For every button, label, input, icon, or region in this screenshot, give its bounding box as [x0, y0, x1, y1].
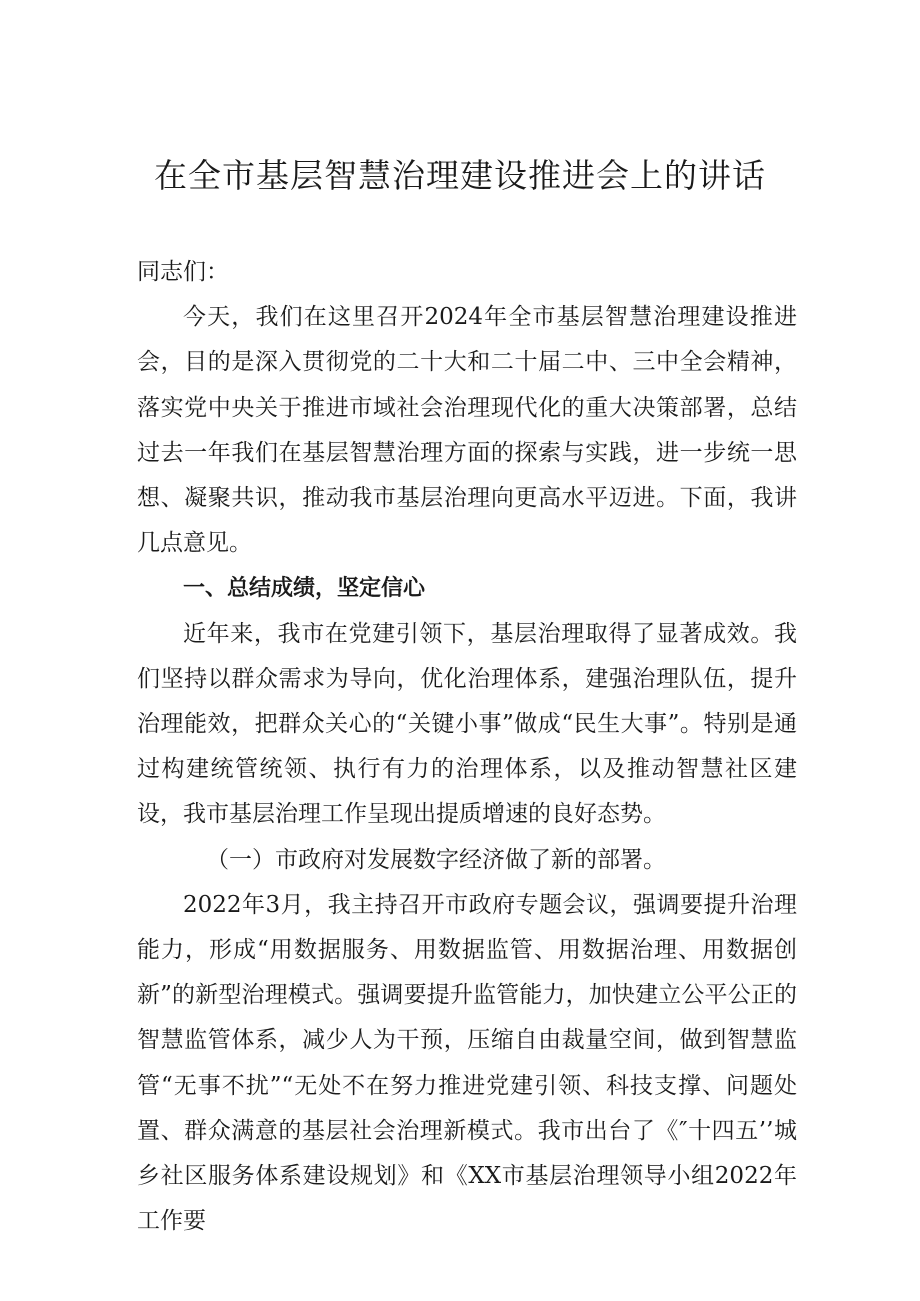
document-body: [137, 250, 797, 1244]
intro-paragraph: 今天，我们在这里召开2024年全市基层智慧治理建设推进会，目的是深入贯彻党的二十大和二十届二中、三中全会精神，落实党中央关于推进市域社会治理现代化的重大决策部署，总结过去一年我们在基层智慧治理方面的探索与实践，进一步统一思想、凝聚共识，推动我市基层治理向更高水平迈进。下面，我讲几点意见。: [137, 304, 797, 557]
subsection-1-paragraph: 2022年3月，我主持召开市政府专题会议，强调要提升治理能力，形成“用数据服务、用数据监管、用数据治理、用数据创新”的新型治理模式。强调要提升监管能力，加快建立公平公正的智慧监管体系，减少人为干预，压缩自由裁量空间，做到智慧监管“无事不扰”“无处不在努力推进党建引领、科技支撑、问题处置、群众满意的基层社会治理新模式。我市出台了《″十四五’’城乡社区服务体系建设规划》和《XX市基层治理领导小组2022年工作要: [137, 891, 797, 1235]
subsection-heading-1: （一）市政府对发展数字经济做了新的部署。: [206, 846, 666, 873]
section-heading-1: 一、总结成绩，坚定信心: [183, 576, 426, 602]
salutation: 同志们：: [137, 259, 229, 285]
document-title: 在全市基层智慧治理建设推进会上的讲话: [154, 156, 766, 195]
section-1-paragraph: 近年来，我市在党建引领下，基层治理取得了显著成效。我们坚持以群众需求为导向，优化治理体系，建强治理队伍，提升治理能效，把群众关心的“关键小事”做成“民生大事”。特别是通过构建统管统领、执行有力的治理体系，以及推动智慧社区建设，我市基层治理工作呈现出提质增速的良好态势。: [137, 620, 797, 828]
